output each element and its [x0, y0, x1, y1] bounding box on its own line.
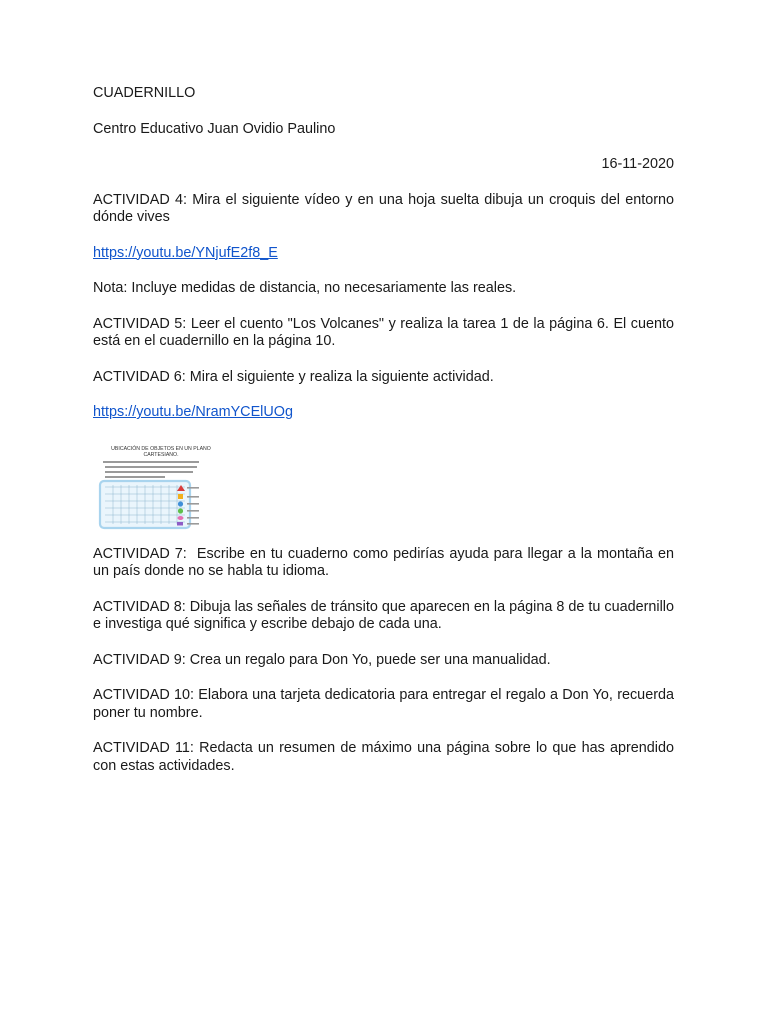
- activity-5: ACTIVIDAD 5: Leer el cuento "Los Volcanes" y realiza la tarea 1 de la página 6. El cuento está en el cuadernillo en la página 10.: [93, 315, 674, 349]
- activity-6: ACTIVIDAD 6: Mira el siguiente y realiza la siguiente actividad.: [93, 368, 494, 385]
- image-heading-line2: CARTESIANO.: [143, 451, 179, 458]
- document-title: CUADERNILLO: [93, 85, 196, 101]
- document-body: [93, 85, 678, 793]
- school-name: Centro Educativo Juan Ovidio Paulino: [93, 120, 336, 137]
- document-date: 16-11-2020: [601, 156, 674, 172]
- activity-7: ACTIVIDAD 7: Escribe en tu cuaderno como pedirías ayuda para llegar a la montaña en un país donde no se habla tu idioma.: [93, 545, 678, 579]
- activity-8: ACTIVIDAD 8: Dibuja las señales de tránsito que aparecen en la página 8 de tu cuadernillo e investiga qué significa y escribe debajo de cada una.: [93, 598, 674, 632]
- activity-10: ACTIVIDAD 10: Elabora una tarjeta dedicatoria para entregar el regalo a Don Yo, recuerda poner tu nombre.: [93, 687, 674, 721]
- cartesian-plane-image: [95, 442, 227, 530]
- activity-4: ACTIVIDAD 4: Mira el siguiente vídeo y en una hoja suelta dibuja un croquis del entorno dónde vives: [93, 191, 674, 225]
- image-heading-line1: UBICACIÓN DE OBJETOS EN UN PLANO: [111, 445, 211, 452]
- note: Nota: Incluye medidas de distancia, no necesariamente las reales.: [93, 280, 517, 296]
- activity-11: ACTIVIDAD 11: Redacta un resumen de máximo una página sobre lo que has aprendido con estas actividades.: [93, 740, 674, 774]
- video-link-2[interactable]: https://youtu.be/NramYCElUOg: [93, 404, 293, 420]
- video-link-1[interactable]: https://youtu.be/YNjufE2f8_E: [93, 244, 278, 261]
- activity-9: ACTIVIDAD 9: Crea un regalo para Don Yo, puede ser una manualidad.: [93, 651, 551, 668]
